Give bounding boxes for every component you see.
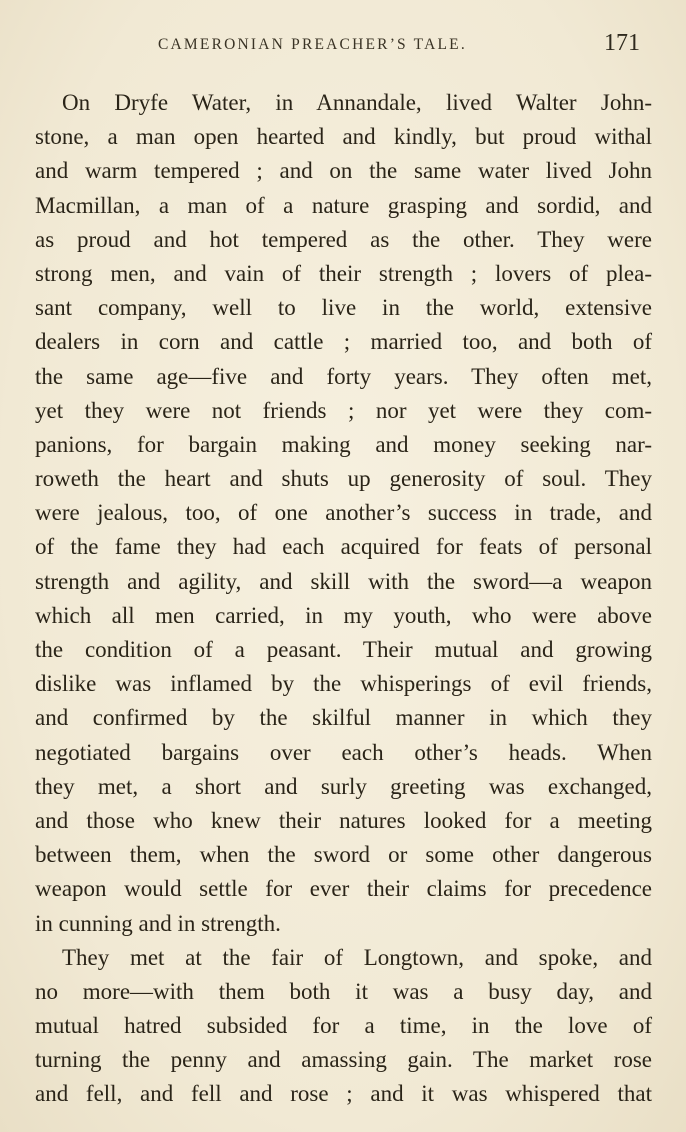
text-line: dislike was inflamed by the whisperings of evil friends, bbox=[35, 671, 652, 697]
text-line: as proud and hot tempered as the other. They were bbox=[35, 226, 652, 252]
text-line: and warm tempered ; and on the same water lived John bbox=[35, 158, 652, 184]
text-line: and confirmed by the skilful manner in which they bbox=[35, 705, 652, 731]
text-line: were jealous, too, of one another’s success in trade, and bbox=[35, 500, 652, 526]
text-line: strength and agility, and skill with the sword—a weapon bbox=[35, 568, 652, 594]
text-line: in cunning and in strength. bbox=[35, 910, 281, 936]
text-line: turning the penny and amassing gain. The market rose bbox=[35, 1047, 652, 1073]
text-line: panions, for bargain making and money seeking nar- bbox=[35, 431, 652, 457]
text-line: weapon would settle for ever their claims for precedence bbox=[35, 876, 652, 902]
text-line: they met, a short and surly greeting was exchanged, bbox=[35, 773, 652, 799]
text-line: stone, a man open hearted and kindly, but proud withal bbox=[35, 124, 652, 150]
text-line: the condition of a peasant. Their mutual and growing bbox=[35, 637, 652, 662]
text-line: Macmillan, a man of a nature grasping and sordid, and bbox=[35, 192, 652, 218]
text-line: dealers in corn and cattle ; married too, and both of bbox=[35, 329, 652, 355]
text-line: sant company, well to live in the world, extensive bbox=[35, 295, 652, 321]
text-line: yet they were not friends ; nor yet were they com- bbox=[35, 397, 652, 423]
text-line: On Dryfe Water, in Annandale, lived Walter John- bbox=[62, 90, 652, 115]
text-line: They met at the fair of Longtown, and spoke, and bbox=[62, 944, 652, 970]
text-line: between them, when the sword or some other dangerous bbox=[35, 842, 652, 868]
paragraph-2 bbox=[35, 941, 652, 1112]
text-line: the same age—five and forty years. They often met, bbox=[35, 363, 652, 389]
text-line: no more—with them both it was a busy day, and bbox=[35, 978, 652, 1004]
text-line: roweth the heart and shuts up generosity of soul. They bbox=[35, 466, 652, 492]
text-line: of the fame they had each acquired for feats of personal bbox=[35, 534, 652, 560]
text-line: mutual hatred subsided for a time, in the love of bbox=[35, 1013, 652, 1039]
body-text bbox=[35, 86, 652, 1112]
paragraph-1 bbox=[35, 86, 652, 941]
page-number: 171 bbox=[604, 30, 640, 56]
text-line: and those who knew their natures looked for a meeting bbox=[35, 807, 652, 833]
text-line: strong men, and vain of their strength ; lovers of plea- bbox=[35, 260, 652, 286]
text-line: negotiated bargains over each other’s heads. When bbox=[35, 739, 652, 765]
running-title: CAMERONIAN PREACHER’S TALE. bbox=[158, 36, 467, 53]
text-line: which all men carried, in my youth, who were above bbox=[35, 602, 652, 628]
text-line: and fell, and fell and rose ; and it was whispered that bbox=[35, 1081, 652, 1107]
page-header bbox=[0, 30, 686, 62]
